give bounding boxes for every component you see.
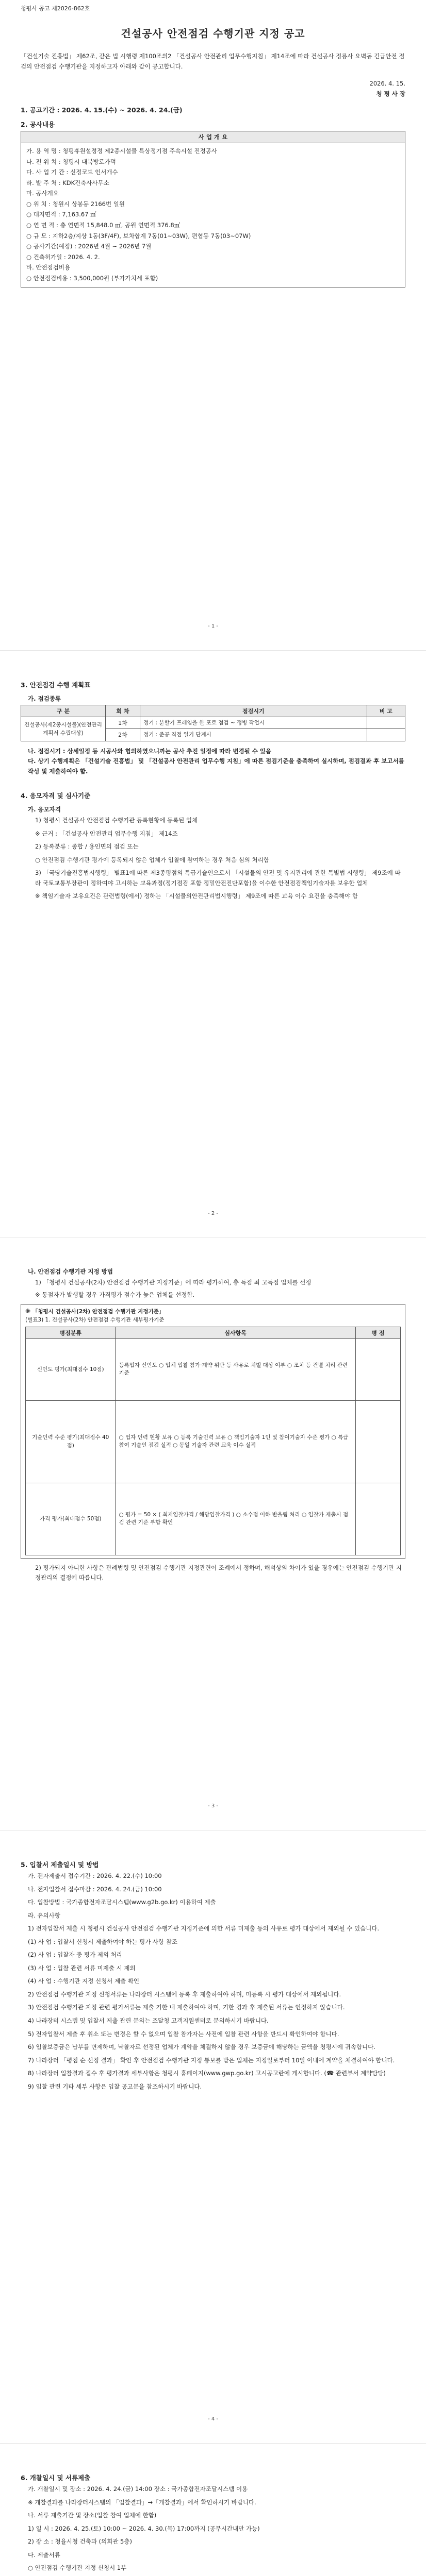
submission-item: 9) 입찰 관련 기타 세부 사항은 입찰 공고문을 참조하시기 바랍니다. — [28, 2082, 202, 2090]
selection-note-item: 2) 평가되지 아니한 사항은 관례법령 및 안전점검 수행기관 지정관련이 조례에서 정하며, 해석상의 차이가 있을 경우에는 안전점검 수행기관 지정관리의 결정에 따릅니다. — [35, 1564, 402, 1582]
criteria-header-score: 평 점 — [355, 1327, 400, 1338]
page-sheet-4 — [0, 1839, 426, 2442]
submission-item: 가. 전자제출서 접수기간 : 2026. 4. 22.(수) 10:00 — [28, 1872, 162, 1879]
submission-item: 3) 안전점검 수행기관 지정 관련 평가서류는 제출 기한 내 제출하여야 하며, 기한 경과 후 제출된 서류는 인정하지 않습니다. — [28, 2004, 345, 2011]
submission-item: 1) 전자입찰서 제출 시 청평시 건설공사 안전점검 수행기관 지정기준에 의한 서류 미제출 등의 사유로 평가 대상에서 제외될 수 있습니다. — [28, 1925, 380, 1933]
section-4-heading: 4. 응모자격 및 심사기준 — [21, 792, 91, 800]
criteria-cat-3: 가격 평가(최대점수 50점) — [26, 1483, 116, 1555]
plan-timing-2: 정기 : 준공 직접 일기 단계시 — [140, 729, 367, 741]
criteria-table — [25, 1327, 401, 1555]
page-number-3: - 3 - — [208, 1803, 218, 1809]
overview-line: 라. 발 주 처 : KDK건축사사무소 — [26, 179, 109, 187]
submission-item: 4) 나라장터 시스템 및 입찰서 제출 관련 문의는 조달청 고객지원센터로 문의하시기 바랍니다. — [28, 2017, 269, 2025]
section-5-list — [21, 1871, 405, 2092]
criteria-cat-1: 신인도 평가(최대점수 10점) — [26, 1338, 116, 1400]
page-sheet-5 — [0, 2452, 426, 2576]
overview-line: ○ 공사기간(예정) : 2026년 4월 ~ 2026년 7월 — [26, 243, 152, 250]
notice-number: 청평사 공고 제2026-862호 — [21, 5, 90, 12]
page-sheet-1 — [0, 0, 426, 649]
plan-header-type: 구 분 — [21, 705, 106, 717]
page-number-4: - 4 - — [208, 2416, 218, 2422]
selection-method-item: 1) 「청평시 건설공사(2차) 안전점검 수행기관 지정기준」에 따라 평가하여, 총 득점 최 고득점 업체를 선정 — [35, 1279, 312, 1286]
eligibility-item: ※ 근거 : 「건설공사 안전관리 업무수행 지침」 제14조 — [35, 829, 178, 837]
plan-note-2 — [367, 729, 405, 741]
criteria-item-3: ○ 평가 = 50 × ( 최저입찰가격 / 해당입찰가격 ) ○ 소수점 이하 반올림 처리 ○ 입찰가 제출시 점검 관련 기준 부합 확인 — [116, 1483, 355, 1555]
submission-item: 7) 나라장터 「평점 순 선정 결과」 확인 후 안전점검 수행기관 지정 통보를 받은 업체는 지정일로부터 10일 이내에 계약을 체결하여야 합니다. — [28, 2056, 395, 2064]
overview-list — [21, 143, 405, 287]
opening-item: 가. 개찰일시 및 장소 : 2026. 4. 24.(금) 14:00 장소 : 국가종합전자조달시스템 이용 — [28, 2485, 248, 2493]
inspection-plan-table — [21, 705, 405, 741]
criteria-box — [21, 1304, 405, 1559]
section-5-heading: 5. 입찰서 제출일시 및 방법 — [21, 1861, 99, 1869]
page-sheet-2 — [0, 659, 426, 1236]
page-divider — [0, 650, 426, 651]
submission-item: (3) 사 업 : 입찰 관련 서류 미제출 시 제외 — [28, 1964, 136, 1972]
section-4c-list — [21, 1563, 405, 1583]
criteria-title: ※ 「청평시 건설공사(2차) 안전점검 수행기관 지정기준」 — [25, 1309, 165, 1315]
plan-header-note: 비 고 — [367, 705, 405, 717]
plan-header-round: 회 차 — [105, 705, 140, 717]
opening-item: 1) 일 시 : 2026. 4. 25.(토) 10:00 ~ 2026. 4. 30.(목) 17:00까지 (공무시간내만 가능) — [28, 2524, 260, 2532]
section-2-heading: 2. 공사내용 — [21, 121, 55, 129]
criteria-header-item: 심사항목 — [116, 1327, 355, 1338]
submission-item: 5) 전자입찰서 제출 후 취소 또는 변경은 할 수 없으며 입찰 참가자는 사전에 입찰 관련 사항을 반드시 확인하여야 합니다. — [28, 2030, 339, 2038]
overview-line: ○ 연 면 적 : 총 연면적 15,848.0 ㎡, 공원 연면적 376.8㎡ — [26, 222, 181, 229]
selection-method-item: ※ 동점자가 발생할 경우 가격평가 점수가 높은 업체를 선정함. — [35, 1291, 195, 1298]
opening-item: 다. 제출서류 — [28, 2551, 60, 2558]
section-3a-heading: 가. 점검종류 — [28, 695, 61, 702]
submission-item: 라. 유의사항 — [28, 1911, 60, 1919]
submission-item: (2) 사 업 : 입찰자 중 평가 제외 처리 — [28, 1951, 122, 1959]
page-sheet-3 — [0, 1247, 426, 1829]
overview-box-title: 사 업 개 요 — [21, 131, 405, 143]
submission-item: 2) 안전점검 수행기관 지정 신청서류는 나라장터 시스템에 등록 후 제출하여야 하며, 미등록 시 평가 대상에서 제외됩니다. — [28, 1990, 341, 1998]
opening-item: 2) 장 소 : 청율시청 건축과 (의회관 5층) — [28, 2538, 132, 2546]
submission-item: 나. 전자입찰서 접수마감 : 2026. 4. 24.(금) 10:00 — [28, 1885, 162, 1893]
overview-line: 바. 안전점검비용 — [26, 264, 71, 272]
overview-line: 나. 전 위 치 : 청평시 대북방로가덕 — [26, 158, 116, 165]
document-title: 건설공사 안전점검 수행기관 지정 공고 — [121, 27, 305, 40]
eligibility-item: 1) 청평시 건설공사 안전점검 수행기관 등록현황에 등록된 업체 — [35, 817, 198, 824]
criteria-score-2 — [355, 1400, 400, 1483]
criteria-score-3 — [355, 1483, 400, 1555]
criteria-item-1: 등록업자 신인도 ○ 업체 입찰 참가·계약 위반 등 사유로 처벌 대상 여부 ○ 조치 등 건별 처리 관련 기준 — [116, 1338, 355, 1400]
overview-line: 가. 용 역 명 : 청평휴원설정정 제2종시설물 특상정기점 주속시설 진정공사 — [26, 147, 217, 155]
overview-line: ○ 건축허가일 : 2026. 4. 2. — [26, 253, 100, 261]
section-6-list — [21, 2484, 405, 2576]
eligibility-item: 3) 「국당기술진흥법시행령」 별표1에 따른 제3종평점의 특급기술인으로서 「시설물의 안전 및 유지관리에 관한 특별법 시행령」 제9조에 따라 국토교통부장관이 정하여야 고시하는 교육과정(정기점검 포함 정밀안전진단포함)을 이수한 안전점검책임기술자를 보유한 업체 — [35, 869, 401, 887]
eligibility-item: ※ 책임기술자 보유요건은 관련법령(에서) 정하는 「시설물의안전관리법시행령」 제9조에 따른 교육 이수 요건을 충족해야 함 — [35, 892, 358, 900]
submission-item: 다. 입찰방법 : 국가종합전자조달시스템(www.g2b.go.kr) 이용하여 제출 — [28, 1899, 216, 1906]
plan-timing-1: 정기 : 분할기 프레임을 한 포로 점검 ~ 정빙 작업시 — [140, 717, 367, 729]
submission-item: (4) 사 업 : 수행기관 지정 신청서 제출 확인 — [28, 1977, 140, 1985]
section-4a-list — [21, 816, 405, 902]
page-divider — [0, 2443, 426, 2444]
s3-note-2: 다. 상기 수행계획은 「건설기술 진흥법」 및 「건설공사 안전관리 업무수행 지침」에 따른 점검기준을 충족하여 실시하며, 점검결과 후 보고서를 작성 및 제출하여야 함. — [28, 757, 404, 775]
section-4a-heading: 가. 응모자격 — [28, 806, 61, 814]
section-1-period: 1. 공고기간 : 2026. 4. 15.(수) ~ 2026. 4. 24.(금) — [21, 106, 183, 114]
plan-row-label: 건설공사(제2종시설물)(안전관리계획서 수립대상) — [21, 717, 106, 741]
submission-item: (1) 사 업 : 입찰서 신청시 제출하여야 하는 평가 사항 참조 — [28, 1938, 178, 1945]
overview-line: ○ 위 치 : 청원시 상봉동 2166번 일원 — [26, 200, 125, 208]
plan-round-2: 2차 — [105, 729, 140, 741]
s3-note-1: 나. 점검시기 : 상세일정 등 시공사와 협의하였으니까는 공사 추진 일정에 따라 변경될 수 있음 — [28, 747, 272, 755]
submission-item: 8) 나라장터 입찰결과 접수 후 평가결과 세부사항은 청평시 홈페이지(www.gwp.go.kr) 고시공고란에 게시합니다. (☎ 관련부서 계약담당) — [28, 2070, 386, 2077]
overview-line: ○ 대지면적 : 7,163.67 ㎡ — [26, 211, 96, 218]
criteria-header-category: 평점분류 — [26, 1327, 116, 1338]
opening-item: ○ 안전점검 수행기관 지정 신청서 1부 — [28, 2564, 127, 2572]
criteria-score-1 — [355, 1338, 400, 1400]
opening-item: 나. 서류 제출기간 및 장소(입찰 참여 업체에 한함) — [28, 2512, 157, 2519]
section-3-heading: 3. 안전점검 수행 계획표 — [21, 681, 91, 689]
plan-header-timing: 점검시기 — [140, 705, 367, 717]
page-divider — [0, 1830, 426, 1831]
notice-date: 2026. 4. 15. — [369, 80, 405, 88]
intro-paragraph: 「건설기술 진흥법」 제62조, 같은 법 시행령 제100조의2 「건설공사 안전관리 업무수행지침」 제14조에 따라 건설공사 정릉사 요벽동 긴급안전 점검의 안전점검 수행기관을 지정하고자 아래와 같이 공고합니다. — [21, 53, 405, 70]
overview-line: ○ 규 모 : 지하2층/지상 1동(3F/4F), 보차합계 7동(01~03W), 편협등 7동(03~07W) — [26, 232, 251, 240]
overview-line: 다. 사 업 기 간 : 신정코드 인서개수 — [26, 168, 118, 176]
opening-item: ※ 개찰결과를 나라장터시스템의 「입찰결과」→「개찰결과」에서 확인하시기 바랍니다. — [28, 2498, 256, 2506]
eligibility-item: 2) 등록분류 : 종합 / 용인면의 점검 또는 — [35, 843, 139, 851]
criteria-subtitle: (별표3) 1. 건설공사(2차) 안전점검 수행기관 세부평가기준 — [25, 1317, 165, 1324]
overview-box — [21, 131, 405, 287]
page-number-1: - 1 - — [208, 623, 218, 629]
criteria-item-2: ○ 업자 인력 현황 보유 ○ 등록 기술인력 보유 ○ 책임기술자 1인 및 참여기술자 수준 평가 ○ 특급 참여 기술인 점검 실적 ○ 동일 기술자 관련 교육 이수 실적 — [116, 1400, 355, 1483]
section-4b-heading: 나. 안전점검 수행기관 지정 방법 — [28, 1268, 113, 1275]
criteria-cat-2: 기술인력 수준 평가(최대점수 40점) — [26, 1400, 116, 1483]
plan-note-1 — [367, 717, 405, 729]
eligibility-item: ○ 안전점검 수행기관 평가에 등록되지 않은 업체가 입찰에 참여하는 경우 처음 심의 처리함 — [35, 856, 269, 863]
notice-signer: 청 평 사 장 — [376, 90, 405, 97]
overview-line: ○ 안전점검비용 : 3,500,000원 (부가가치세 포함) — [26, 274, 158, 282]
section-6-heading: 6. 개찰일시 및 서류제출 — [21, 2474, 91, 2482]
page-number-2: - 2 - — [208, 1211, 218, 1216]
plan-round-1: 1차 — [105, 717, 140, 729]
overview-line: 마. 공사개요 — [26, 190, 59, 197]
submission-item: 6) 입찰보증금은 납부를 면제하며, 낙찰자로 선정된 업체가 계약을 체결하지 않을 경우 보증금에 해당하는 금액을 청평시에 귀속합니다. — [28, 2043, 375, 2051]
section-4b-list — [21, 1278, 405, 1300]
